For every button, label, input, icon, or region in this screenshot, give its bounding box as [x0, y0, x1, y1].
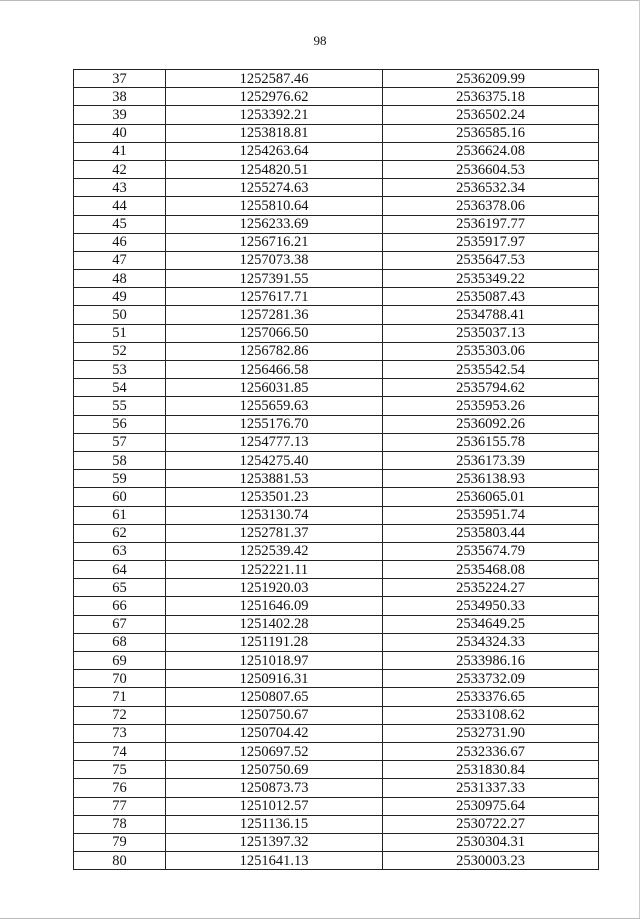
x-coordinate-cell: 1253501.23 — [166, 488, 383, 506]
x-coordinate-cell: 1257281.36 — [166, 306, 383, 324]
point-number-cell: 80 — [74, 852, 166, 870]
table-row — [74, 779, 599, 797]
y-coordinate-cell: 2536092.26 — [383, 415, 599, 433]
x-coordinate-cell: 1251641.13 — [166, 852, 383, 870]
x-coordinate-cell: 1256031.85 — [166, 379, 383, 397]
x-coordinate-cell: 1253392.21 — [166, 106, 383, 124]
point-number-cell: 49 — [74, 288, 166, 306]
table-row — [74, 433, 599, 451]
x-coordinate-cell: 1251646.09 — [166, 597, 383, 615]
x-coordinate-cell: 1254820.51 — [166, 160, 383, 178]
point-number-cell: 50 — [74, 306, 166, 324]
y-coordinate-cell: 2536378.06 — [383, 197, 599, 215]
page-edge-top — [0, 0, 640, 1]
y-coordinate-cell: 2533108.62 — [383, 706, 599, 724]
x-coordinate-cell: 1254263.64 — [166, 142, 383, 160]
point-number-cell: 51 — [74, 324, 166, 342]
y-coordinate-cell: 2534950.33 — [383, 597, 599, 615]
point-number-cell: 72 — [74, 706, 166, 724]
y-coordinate-cell: 2533986.16 — [383, 652, 599, 670]
point-number-cell: 73 — [74, 724, 166, 742]
table-row — [74, 306, 599, 324]
table-row — [74, 124, 599, 142]
y-coordinate-cell: 2530975.64 — [383, 797, 599, 815]
table-row — [74, 397, 599, 415]
point-number-cell: 75 — [74, 761, 166, 779]
page-number: 98 — [313, 33, 327, 48]
point-number-cell: 54 — [74, 379, 166, 397]
x-coordinate-cell: 1253881.53 — [166, 470, 383, 488]
y-coordinate-cell: 2535303.06 — [383, 342, 599, 360]
y-coordinate-cell: 2532731.90 — [383, 724, 599, 742]
table-row — [74, 724, 599, 742]
y-coordinate-cell: 2533732.09 — [383, 670, 599, 688]
table-row — [74, 652, 599, 670]
x-coordinate-cell: 1255176.70 — [166, 415, 383, 433]
x-coordinate-cell: 1250807.65 — [166, 688, 383, 706]
x-coordinate-cell: 1252539.42 — [166, 542, 383, 560]
point-number-cell: 60 — [74, 488, 166, 506]
x-coordinate-cell: 1251012.57 — [166, 797, 383, 815]
y-coordinate-cell: 2536173.39 — [383, 451, 599, 469]
x-coordinate-cell: 1251136.15 — [166, 815, 383, 833]
point-number-cell: 77 — [74, 797, 166, 815]
table-row — [74, 288, 599, 306]
x-coordinate-cell: 1256466.58 — [166, 361, 383, 379]
table-row — [74, 470, 599, 488]
point-number-cell: 78 — [74, 815, 166, 833]
point-number-cell: 44 — [74, 197, 166, 215]
x-coordinate-cell: 1252221.11 — [166, 561, 383, 579]
x-coordinate-cell: 1251397.32 — [166, 833, 383, 851]
table-row — [74, 142, 599, 160]
y-coordinate-cell: 2536502.24 — [383, 106, 599, 124]
y-coordinate-cell: 2531830.84 — [383, 761, 599, 779]
point-number-cell: 48 — [74, 270, 166, 288]
point-number-cell: 53 — [74, 361, 166, 379]
table-row — [74, 506, 599, 524]
point-number-cell: 55 — [74, 397, 166, 415]
x-coordinate-cell: 1257617.71 — [166, 288, 383, 306]
point-number-cell: 40 — [74, 124, 166, 142]
x-coordinate-cell: 1257073.38 — [166, 251, 383, 269]
point-number-cell: 71 — [74, 688, 166, 706]
y-coordinate-cell: 2536138.93 — [383, 470, 599, 488]
point-number-cell: 58 — [74, 451, 166, 469]
y-coordinate-cell: 2536585.16 — [383, 124, 599, 142]
point-number-cell: 68 — [74, 633, 166, 651]
table-row — [74, 852, 599, 870]
point-number-cell: 66 — [74, 597, 166, 615]
table-row — [74, 815, 599, 833]
y-coordinate-cell: 2535468.08 — [383, 561, 599, 579]
point-number-cell: 45 — [74, 215, 166, 233]
x-coordinate-cell: 1257391.55 — [166, 270, 383, 288]
y-coordinate-cell: 2536197.77 — [383, 215, 599, 233]
point-number-cell: 56 — [74, 415, 166, 433]
table-row — [74, 633, 599, 651]
x-coordinate-cell: 1251402.28 — [166, 615, 383, 633]
table-row — [74, 88, 599, 106]
point-number-cell: 79 — [74, 833, 166, 851]
y-coordinate-cell: 2535087.43 — [383, 288, 599, 306]
point-number-cell: 63 — [74, 542, 166, 560]
point-number-cell: 65 — [74, 579, 166, 597]
y-coordinate-cell: 2535917.97 — [383, 233, 599, 251]
y-coordinate-cell: 2530003.23 — [383, 852, 599, 870]
y-coordinate-cell: 2536209.99 — [383, 70, 599, 88]
point-number-cell: 59 — [74, 470, 166, 488]
x-coordinate-cell: 1256716.21 — [166, 233, 383, 251]
table-row — [74, 742, 599, 760]
x-coordinate-cell: 1252976.62 — [166, 88, 383, 106]
table-row — [74, 688, 599, 706]
table-row — [74, 179, 599, 197]
point-number-cell: 61 — [74, 506, 166, 524]
coordinates-table-body — [74, 70, 599, 870]
x-coordinate-cell: 1250750.67 — [166, 706, 383, 724]
x-coordinate-cell: 1250697.52 — [166, 742, 383, 760]
x-coordinate-cell: 1251191.28 — [166, 633, 383, 651]
y-coordinate-cell: 2536532.34 — [383, 179, 599, 197]
point-number-cell: 64 — [74, 561, 166, 579]
x-coordinate-cell: 1251018.97 — [166, 652, 383, 670]
point-number-cell: 39 — [74, 106, 166, 124]
x-coordinate-cell: 1250916.31 — [166, 670, 383, 688]
x-coordinate-cell: 1250873.73 — [166, 779, 383, 797]
x-coordinate-cell: 1256233.69 — [166, 215, 383, 233]
y-coordinate-cell: 2535224.27 — [383, 579, 599, 597]
y-coordinate-cell: 2530304.31 — [383, 833, 599, 851]
x-coordinate-cell: 1252781.37 — [166, 524, 383, 542]
point-number-cell: 52 — [74, 342, 166, 360]
table-row — [74, 706, 599, 724]
point-number-cell: 42 — [74, 160, 166, 178]
table-row — [74, 579, 599, 597]
point-number-cell: 38 — [74, 88, 166, 106]
x-coordinate-cell: 1255810.64 — [166, 197, 383, 215]
point-number-cell: 37 — [74, 70, 166, 88]
x-coordinate-cell: 1252587.46 — [166, 70, 383, 88]
y-coordinate-cell: 2536604.53 — [383, 160, 599, 178]
x-coordinate-cell: 1255274.63 — [166, 179, 383, 197]
table-row — [74, 324, 599, 342]
y-coordinate-cell: 2535951.74 — [383, 506, 599, 524]
table-row — [74, 524, 599, 542]
point-number-cell: 70 — [74, 670, 166, 688]
y-coordinate-cell: 2536155.78 — [383, 433, 599, 451]
x-coordinate-cell: 1250750.69 — [166, 761, 383, 779]
table-row — [74, 251, 599, 269]
table-row — [74, 488, 599, 506]
table-row — [74, 615, 599, 633]
point-number-cell: 57 — [74, 433, 166, 451]
y-coordinate-cell: 2534324.33 — [383, 633, 599, 651]
table-row — [74, 833, 599, 851]
y-coordinate-cell: 2535953.26 — [383, 397, 599, 415]
table-row — [74, 451, 599, 469]
point-number-cell: 46 — [74, 233, 166, 251]
x-coordinate-cell: 1256782.86 — [166, 342, 383, 360]
coordinates-table — [73, 69, 599, 870]
x-coordinate-cell: 1255659.63 — [166, 397, 383, 415]
y-coordinate-cell: 2535803.44 — [383, 524, 599, 542]
x-coordinate-cell: 1254275.40 — [166, 451, 383, 469]
y-coordinate-cell: 2535794.62 — [383, 379, 599, 397]
point-number-cell: 62 — [74, 524, 166, 542]
table-row — [74, 160, 599, 178]
table-row — [74, 70, 599, 88]
table-row — [74, 542, 599, 560]
x-coordinate-cell: 1257066.50 — [166, 324, 383, 342]
y-coordinate-cell: 2535037.13 — [383, 324, 599, 342]
point-number-cell: 47 — [74, 251, 166, 269]
table-row — [74, 379, 599, 397]
table-row — [74, 797, 599, 815]
y-coordinate-cell: 2536375.18 — [383, 88, 599, 106]
y-coordinate-cell: 2530722.27 — [383, 815, 599, 833]
table-row — [74, 361, 599, 379]
x-coordinate-cell: 1253130.74 — [166, 506, 383, 524]
table-row — [74, 270, 599, 288]
y-coordinate-cell: 2532336.67 — [383, 742, 599, 760]
point-number-cell: 76 — [74, 779, 166, 797]
y-coordinate-cell: 2531337.33 — [383, 779, 599, 797]
y-coordinate-cell: 2535349.22 — [383, 270, 599, 288]
table-row — [74, 233, 599, 251]
table-row — [74, 561, 599, 579]
point-number-cell: 43 — [74, 179, 166, 197]
y-coordinate-cell: 2535674.79 — [383, 542, 599, 560]
y-coordinate-cell: 2535542.54 — [383, 361, 599, 379]
x-coordinate-cell: 1254777.13 — [166, 433, 383, 451]
y-coordinate-cell: 2534788.41 — [383, 306, 599, 324]
point-number-cell: 41 — [74, 142, 166, 160]
table-row — [74, 761, 599, 779]
point-number-cell: 69 — [74, 652, 166, 670]
x-coordinate-cell: 1250704.42 — [166, 724, 383, 742]
y-coordinate-cell: 2536624.08 — [383, 142, 599, 160]
y-coordinate-cell: 2533376.65 — [383, 688, 599, 706]
table-row — [74, 342, 599, 360]
table-row — [74, 415, 599, 433]
y-coordinate-cell: 2535647.53 — [383, 251, 599, 269]
point-number-cell: 74 — [74, 742, 166, 760]
point-number-cell: 67 — [74, 615, 166, 633]
table-row — [74, 670, 599, 688]
table-row — [74, 106, 599, 124]
table-row — [74, 215, 599, 233]
table-row — [74, 197, 599, 215]
x-coordinate-cell: 1251920.03 — [166, 579, 383, 597]
table-row — [74, 597, 599, 615]
y-coordinate-cell: 2534649.25 — [383, 615, 599, 633]
y-coordinate-cell: 2536065.01 — [383, 488, 599, 506]
x-coordinate-cell: 1253818.81 — [166, 124, 383, 142]
